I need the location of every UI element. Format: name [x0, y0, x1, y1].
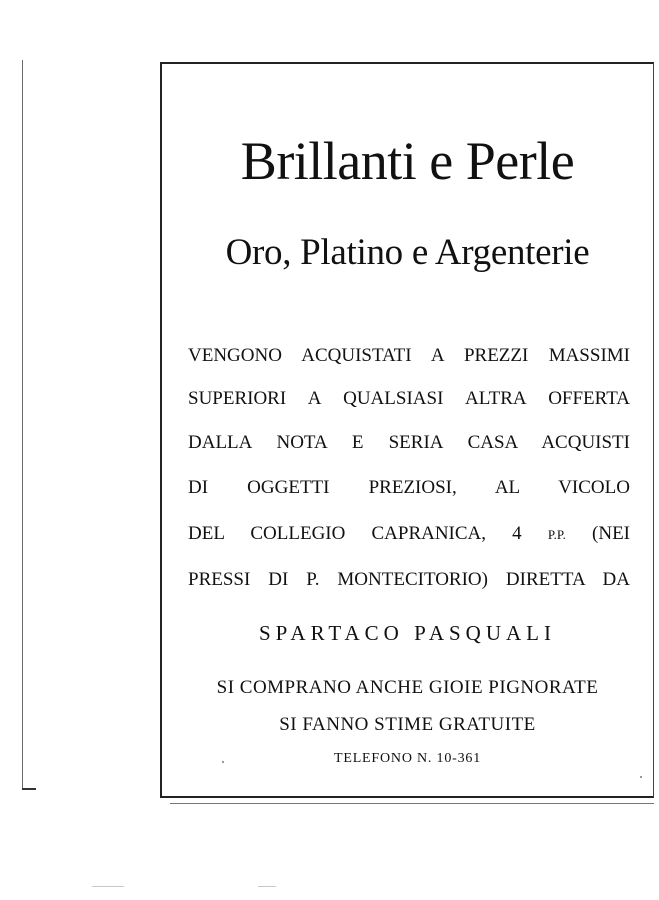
- print-speck: [222, 761, 224, 763]
- telephone-line: TELEFONO N. 10-361: [334, 751, 481, 766]
- advertisement-frame: [160, 62, 654, 798]
- address-line: [188, 524, 630, 543]
- print-speck: [640, 776, 642, 778]
- page-edge-mark: [22, 788, 36, 790]
- address-tail: (NEI: [592, 523, 631, 544]
- extra-line: SI COMPRANO ANCHE GIOIE PIGNORATE: [216, 677, 599, 698]
- subheadline: Oro, Platino e Argenterie: [225, 232, 590, 273]
- proprietor-name: SPARTACO PASQUALI: [259, 621, 556, 645]
- address-floor: P.P.: [547, 527, 566, 542]
- scan-mark: [258, 886, 276, 887]
- address-street: DEL COLLEGIO CAPRANICA, 4: [188, 523, 522, 544]
- extra-line: SI FANNO STIME GRATUITE: [279, 714, 536, 735]
- body-line: DALLA NOTA E SERIA CASA ACQUISTI: [188, 432, 630, 453]
- body-line: DI OGGETTI PREZIOSI, AL VICOLO: [188, 477, 630, 498]
- body-line: VENGONO ACQUISTATI A PREZZI MASSIMI: [188, 345, 630, 366]
- headline: Brillanti e Perle: [240, 131, 575, 191]
- body-line: PRESSI DI P. MONTECITORIO) DIRETTA DA: [188, 569, 630, 590]
- page-edge-line: [22, 60, 23, 790]
- body-line: SUPERIORI A QUALSIASI ALTRA OFFERTA: [188, 388, 630, 409]
- scan-mark: [92, 886, 124, 887]
